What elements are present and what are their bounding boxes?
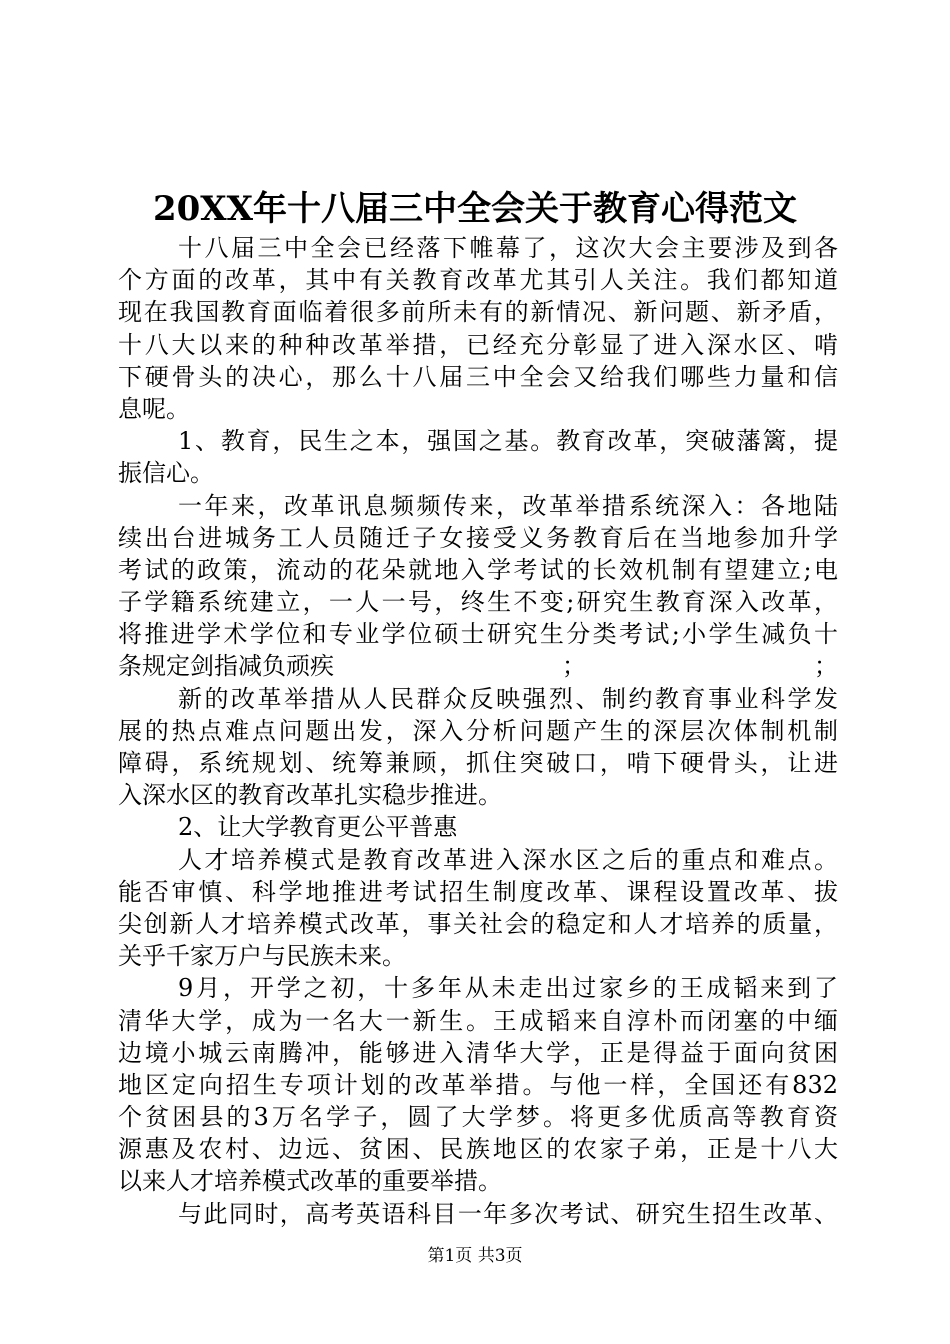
section-heading: 1、教育，民生之本，强国之基。教育改革，突破藩篱，提 <box>178 427 838 456</box>
text-line: 源惠及农村、边远、贫困、民族地区的农家子弟，正是十八大 <box>118 1135 838 1164</box>
text-line: 边境小城云南腾冲，能够进入清华大学，正是得益于面向贫困 <box>118 1038 838 1067</box>
text-line: 地区定向招生专项计划的改革举措。与他一样，全国还有832 <box>118 1070 838 1099</box>
text-line: 关乎千家万户与民族未来。 <box>118 942 406 971</box>
text-line: 人才培养模式是教育改革进入深水区之后的重点和难点。 <box>178 845 838 874</box>
text-line: 以来人才培养模式改革的重要举措。 <box>118 1167 502 1196</box>
text-line: 尖创新人才培养模式改革，事关社会的稳定和人才培养的质量， <box>118 909 838 938</box>
document-body <box>118 232 838 1230</box>
text-line: 将推进学术学位和专业学位硕士研究生分类考试;小学生减负十 <box>118 620 838 649</box>
text-line: 十八届三中全会已经落下帷幕了，这次大会主要涉及到各 <box>178 234 838 262</box>
text-line: 现在我国教育面临着很多前所未有的新情况、新问题、新矛盾， <box>118 298 838 327</box>
semicolon-mark: ； <box>562 652 586 681</box>
text-line: 9月，开学之初，十多年从未走出过家乡的王成韬来到了 <box>178 974 838 1003</box>
document-title: 20XX年十八届三中全会关于教育心得范文 <box>152 189 798 229</box>
text-line: 考试的政策，流动的花朵就地入学考试的长效机制有望建立;电 <box>118 555 838 584</box>
text-line: 下硬骨头的决心，那么十八届三中全会又给我们哪些力量和信 <box>118 362 838 391</box>
text-line: 与此同时，高考英语科目一年多次考试、研究生招生改革、 <box>178 1199 838 1228</box>
text-line: 振信心。 <box>118 459 214 488</box>
text-line: 一年来，改革讯息频频传来，改革举措系统深入：各地陆 <box>178 491 838 520</box>
text-line: 个贫困县的3万名学子，圆了大学梦。将更多优质高等教育资 <box>118 1103 838 1132</box>
text-line: 续出台进城务工人员随迁子女接受义务教育后在当地参加升学 <box>118 523 838 552</box>
text-line: 个方面的改革，其中有关教育改革尤其引人关注。我们都知道 <box>118 266 838 295</box>
page-number: 第1页 共3页 <box>427 1246 523 1266</box>
text-line: 展的热点难点问题出发，深入分析问题产生的深层次体制机制 <box>118 716 838 745</box>
text-line: 十八大以来的种种改革举措，已经充分彰显了进入深水区、啃 <box>118 330 838 359</box>
text-line: 息呢。 <box>118 394 190 423</box>
text-line: 子学籍系统建立，一人一号，终生不变;研究生教育深入改革， <box>118 588 838 617</box>
semicolon-mark: ； <box>814 652 838 681</box>
text-line <box>118 650 838 682</box>
text-line: 障碍，系统规划、统筹兼顾，抓住突破口，啃下硬骨头，让进 <box>118 749 838 777</box>
text-line: 入深水区的教育改革扎实稳步推进。 <box>118 781 502 810</box>
semicolon-row <box>118 650 838 682</box>
text-fragment: 条规定剑指减负顽疾 <box>118 652 334 681</box>
text-line: 能否审慎、科学地推进考试招生制度改革、课程设置改革、拔 <box>118 877 838 906</box>
text-line: 新的改革举措从人民群众反映强烈、制约教育事业科学发 <box>178 684 838 713</box>
section-heading: 2、让大学教育更公平普惠 <box>178 813 458 842</box>
text-line: 清华大学，成为一名大一新生。王成韬来自淳朴而闭塞的中缅 <box>118 1006 838 1035</box>
